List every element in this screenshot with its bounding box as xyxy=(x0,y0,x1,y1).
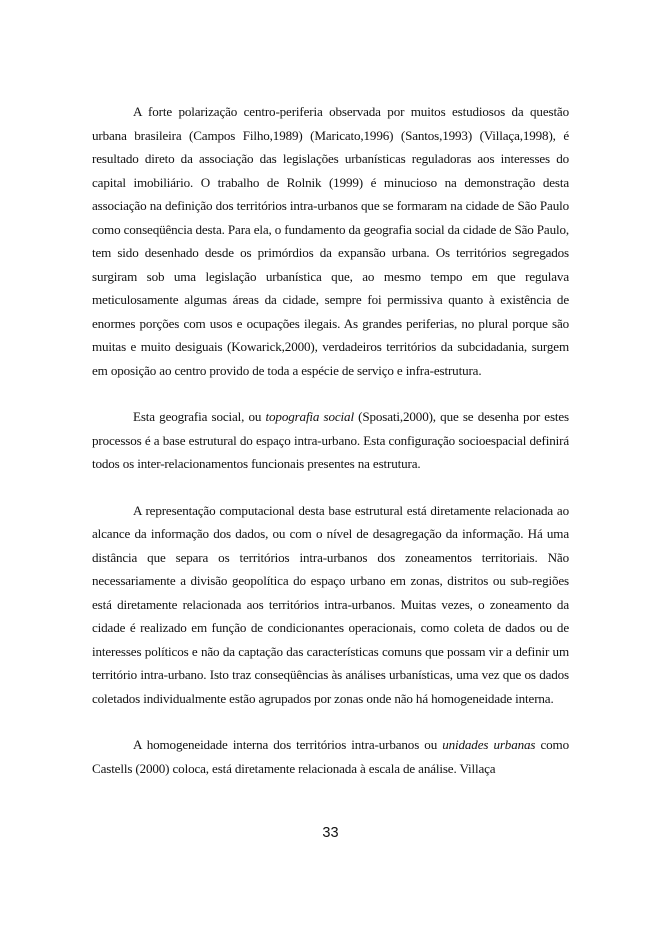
paragraph-text: A representação computacional desta base estrutural está diretamente relacionada ao alcance da informação dos dados, ou com o nível de desagregação da informação. Há uma distância que separa os territórios intra-urbanos dos zoneamentos territoriais. Não necessariamente a divisão geopolítica do espaço urbano em zonas, distritos ou sub-regiões está diretamente relacionada aos territórios intra-urbanos. Muitas vezes, o zoneamento da cidade é realizado em função de condicionantes operacionais, como coleta de dados ou de interesses políticos e não da captação das características comuns que possam vir a definir um território intra-urbano. Isto traz conseqüências às análises urbanísticas, uma vez que os dados coletados individualmente estão agrupados por zonas onde não há homogeneidade interna. xyxy=(92,502,569,706)
paragraph-2 xyxy=(92,405,569,476)
paragraph-text: A forte polarização centro-periferia observada por muitos estudiosos da questão urbana brasileira (Campos Filho,1989) (Maricato,1996) (Santos,1993) (Villaça,1998), é resultado direto da associação das legislações urbanísticas reguladoras aos interesses do capital imobiliário. O trabalho de Rolnik (1999) é minucioso na demonstração desta associação na definição dos territórios intra-urbanos que se formaram na cidade de São Paulo como conseqüência desta. Para ela, o fundamento da geografia social da cidade de São Paulo, tem sido desenhado desde os primórdios da expansão urbana. Os territórios segregados surgiram sob uma legislação urbanística que, ao mesmo tempo em que regulava meticulosamente algumas áreas da cidade, sempre foi permissiva quanto à existência de enormes porções com usos e ocupações ilegais. As grandes periferias, no plural porque são muitas e muito desiguais (Kowarick,2000), verdadeiros territórios da subcidadania, surgem em oposição ao centro provido de toda a espécie de serviço e infra-estrutura. xyxy=(92,104,569,378)
paragraph-text: Esta geografia social, ou xyxy=(133,409,266,424)
italic-term: unidades urbanas xyxy=(442,737,536,752)
paragraph-1 xyxy=(92,100,569,382)
paragraph-4 xyxy=(92,733,569,780)
paragraph-3 xyxy=(92,499,569,711)
document-body xyxy=(92,100,569,803)
page-number: 33 xyxy=(322,825,339,841)
paragraph-text: (Sposati,2000), que se desenha por estes processos é a base estrutural do espaço intra-urbano. Esta configuração socioespacial definirá todos os inter-relacionamentos funcionais presentes na estrutura. xyxy=(92,409,569,471)
paragraph-text: A homogeneidade interna dos territórios intra-urbanos ou xyxy=(133,737,443,752)
paragraph-text: como Castells (2000) coloca, está diretamente relacionada à escala de análise. Villaça xyxy=(92,737,569,776)
italic-term: topografia social xyxy=(265,409,354,424)
